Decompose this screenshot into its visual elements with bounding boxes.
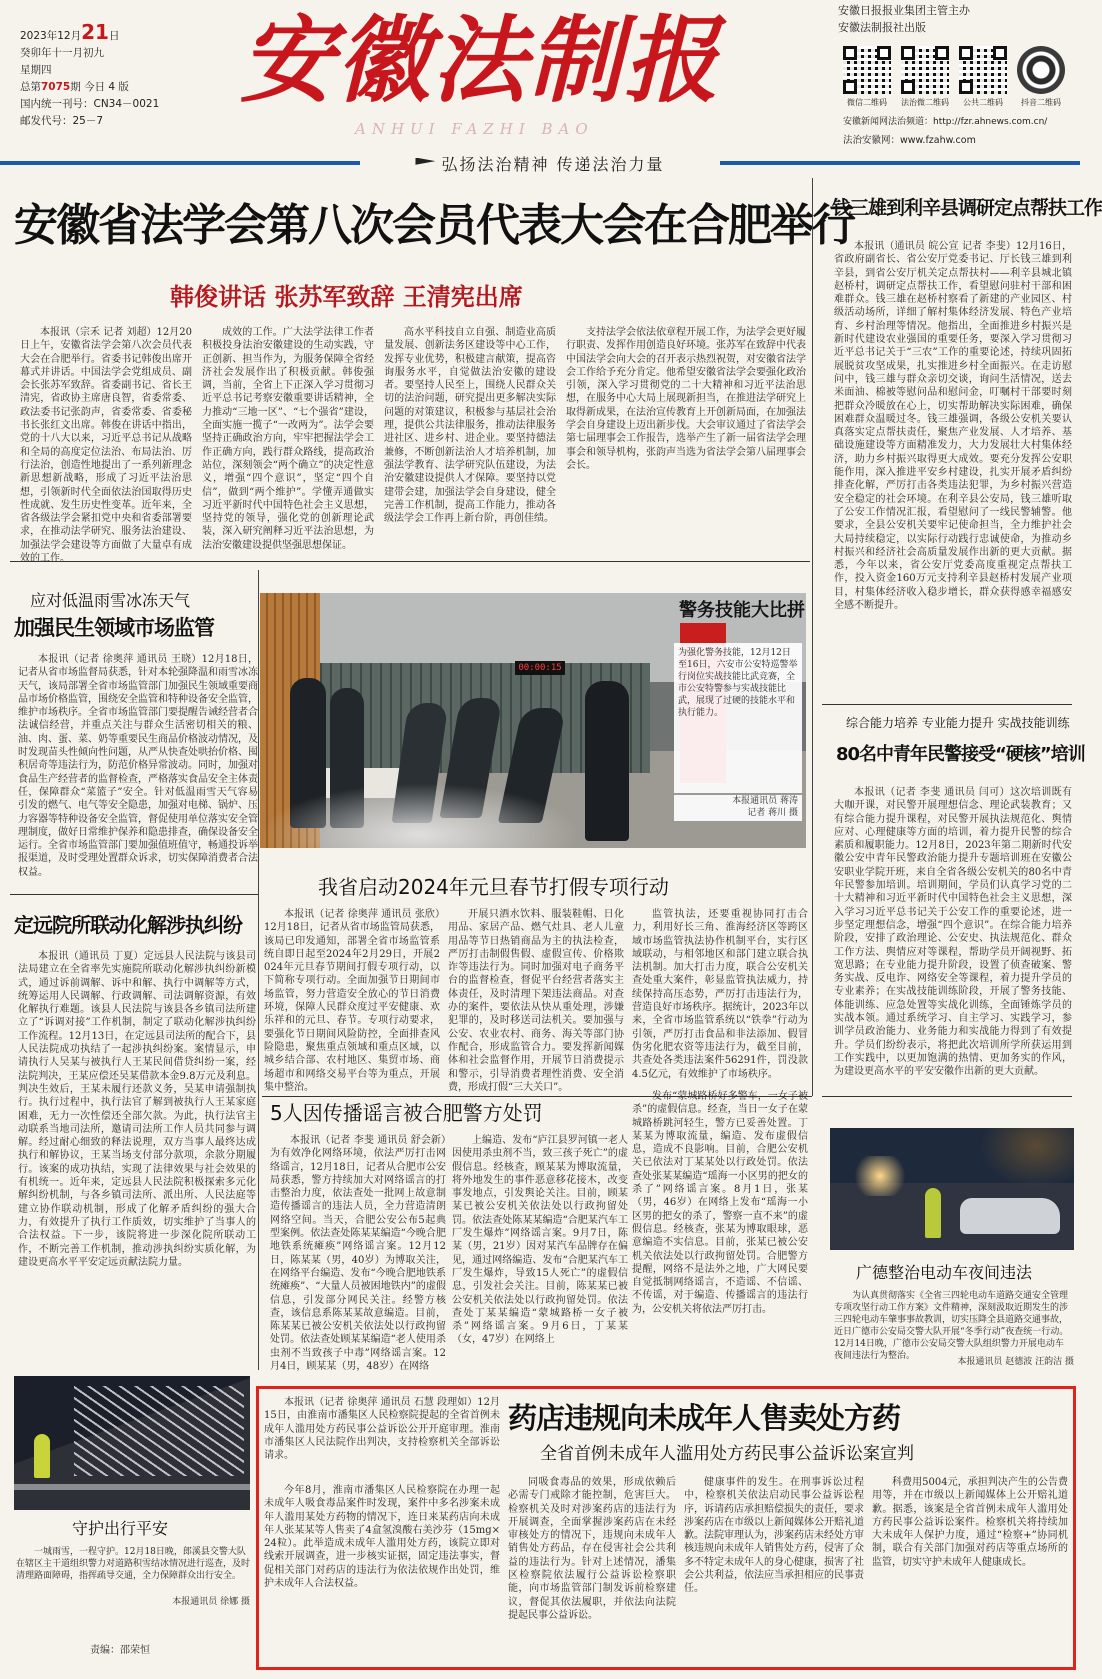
lead-column-1: 本报讯（宗禾 记者 刘超）12月20日上午，安徽省法学会第八次会员代表大会在合肥举行。省委书记韩俊出席开幕式并讲话。中国法学会党组成员、副会长张苏军致辞。省委副书记、省长王清宪，省政协主席唐良智，省委常委、政法委书记张韵声，省委常委、省委秘书长张红文出席。韩俊在讲话中指出，党的十八大以来，习近平总书记从战略和全局的高度定位法治、布局法治、厉行法治，创造性地提出了一系列新理念新思想新战略，形成了习近平法治思想，引领新时代全面依法治国取得历史性成就、发生历史性变革。近年来，全省各级法学会紧扣党中央和省委部署要求，在推动法学研究、服务法治建设、加强法学会建设等方面做了大量卓有成效的工作。 bbox=[20, 327, 192, 565]
pharmacy-column-2: 同吸食毒品的效果，形成依赖后必需专门戒除才能控制，危害巨大。检察机关及时对涉案药店的违法行为开展调查，全面掌握涉案药店在未经审核处方的情况下，违规向未成年人销售处方药品，存在侵害社会公共利益的违法行为。针对上述情况，潘集区检察院依法履行公益诉讼检察职能，向市场监管部门制发诉前检察建议，督促其依法履职，并依法向法院提起民事公益诉讼。 bbox=[508, 1477, 676, 1621]
qr-label-wechat: 微信二维码 bbox=[847, 98, 887, 107]
public-qr-icon[interactable] bbox=[959, 46, 1007, 94]
photo-main-title: 警务技能大比拼 bbox=[679, 600, 805, 621]
market-kicker: 应对低温雨雪冰冻天气 bbox=[30, 591, 191, 610]
sponsor-line-1: 安徽日报报业集团主管主办 bbox=[838, 4, 970, 17]
lunar-date: 癸卯年十一月初九 bbox=[20, 47, 104, 59]
photo-right-credit: 本报通讯员 赵德波 汪韵洁 摄 bbox=[957, 1357, 1074, 1367]
market-body: 本报讯（记者 徐奥萍 通讯员 王晓）12月18日，记者从省市场监督局获悉，针对本轮强降温和雨雪冰冻天气，该局部署全省市场监管部门加强民生领域重要商品市场价格监管，围绕安全监管和特种设备安全监管，维护市场秩序。全省市场监管部门要提醒告诫经营者合法诚信经营，并重点关注与群众生活密切相关的粮、油、肉、蛋、菜、奶等重要民生商品价格波动情况，及时发现苗头性倾向性问题，从严从快查处哄抬价格、囤积居奇等违法行为，防范价格异常波动。同时，加强对食品生产经营者的监督检查，严格落实食品安全主体责任，保障群众“菜篮子”安全。针对低温雨雪天气容易引发的燃气、电气等安全隐患，加强对电梯、锅炉、压力容器等特种设备安全监管，督促使用单位落实安全管理制度，做好日常维护保养和隐患排查，确保设备安全运行。全省市场监管部门要加强值班值守，畅通投诉举报渠道，及时受理处置群众诉求，切实保障消费者合法权益。 bbox=[18, 654, 258, 878]
rumor-column-3: 发布“蒙城路桥好多警车，一女子被杀”的虚假信息。经查，当日一女子在蒙城路桥跳河轻生，警方已妥善处置。丁某某为博取流量，编造、发布虚假信息，造成不良影响。目前，合肥公安机关已依法对丁某某处以行政处罚。依法查处张某某编造“瑶海一小区男的把女的杀了”网络谣言案。8月1日，张某（男，46岁）在网络上发布“瑶海一小区男的把女的杀了，警察一直不来”的虚假信息。经核查，张某为博取眼球，恶意编造不实信息。目前，张某已被公安机关依法处以行政拘留处罚。合肥警方提醒，网络不是法外之地，广大网民要自觉抵制网络谣言，不造谣、不信谣、不传谣，对于编造、传播谣言的违法行为，公安机关将依法严厉打击。 bbox=[632, 1091, 808, 1315]
weekday: 星期四 bbox=[20, 64, 52, 76]
smoke bbox=[260, 783, 580, 848]
photo-main-caption: 为强化警务技能，12月12日至16日，六安市公安特巡警举行岗位实战技能比武竞赛，全市公安特警参与实战技能比武，展现了过硬的技能水平和执行能力。 bbox=[674, 643, 802, 793]
site-link-2[interactable]: 法治安徽网：www.fzahw.com bbox=[843, 135, 976, 146]
wechat-qr-icon[interactable] bbox=[843, 46, 891, 94]
timer-display: 00:00:15 bbox=[515, 661, 565, 675]
court-headline[interactable]: 定远院所联动化解涉执纠纷 bbox=[14, 913, 242, 937]
photo-main-credit: 本报通讯员 蒋涛 记者 蒋川 摄 bbox=[674, 795, 802, 821]
rumor-column-1: 本报讯（记者 李斐 通讯员 舒会新）为有效净化网络环境，依法严厉打击网络谣言，12月18日，记者从合肥市公安局获悉，警方持续加大对网络谣言的打击整治力度，依法查处一批网上故意制造传播谣言的违法人员，全力营造清朗网络空间。当天，合肥公安公布5起典型案例。依法查处陈某某编造“今晚合肥地铁系统瘫痪”网络谣言案。12月12日，陈某某（男，40岁）为博取关注，在网络平台编造、发布“今晚合肥地铁系统瘫痪”、“大量人员被困地铁内”的虚假信息，引发部分网民关注。经警方核查，该信息系陈某某故意编造。目前，陈某某已被公安机关依法处以行政拘留处罚。依法查处顾某某编造“老人使用杀虫剂不当致孩子中毒”网络谣言案。12月4日，顾某某（男，48岁）在网络 bbox=[270, 1135, 446, 1373]
qr-label-weibo: 法治微二维码 bbox=[901, 98, 949, 107]
sponsor-line-2: 安徽法制报社出版 bbox=[838, 21, 926, 34]
weibo-qr-icon[interactable] bbox=[901, 46, 949, 94]
tree bbox=[980, 1128, 1074, 1188]
right-top-headline[interactable]: 钱三雄到利辛县调研定点帮扶工作 bbox=[832, 197, 1102, 219]
training-kicker: 综合能力培养 专业能力提升 实战技能训练 bbox=[846, 716, 1070, 730]
pharmacy-headline[interactable]: 药店违规向未成年人售卖处方药 bbox=[508, 1401, 901, 1435]
antifake-headline[interactable]: 我省启动2024年元旦春节打假专项行动 bbox=[318, 875, 669, 899]
newspaper-title: 安徽法制报 bbox=[240, 6, 721, 116]
issue-number: 总第7075期 今日 4 版 bbox=[20, 81, 129, 93]
lead-column-2: 成效的工作。广大法学法律工作者积极投身法治安徽建设的生动实践，守正创新、担当作为，为服务保障全省经济社会发展作出了积极贡献。韩俊强调，当前，全省上下正深入学习贯彻习近平总书记考察安徽重要讲话精神，全力推动“三地一区”、“七个强省”建设，全面实施一揽子“一改两为”。法学会要坚持正确政治方向，牢牢把握法学会工作正确方向，践行群众路线，提高政治站位，深刻领会“两个确立”的决定性意义，增强“四个意识”，坚定“四个自信”，做到“两个维护”。学懂弄通做实习近平新时代中国特色社会主义思想，坚持党的领导，强化党的创新理论武装，深入研究阐释习近平法治思想，为法治安徽建设提供坚强思想保证。 bbox=[202, 327, 374, 551]
photo-left-credit: 本报通讯员 徐娜 摄 bbox=[172, 1597, 250, 1607]
rumor-column-2: 上编造、发布“庐江县罗河镇一老人因使用杀虫剂不当，致三孩子死亡”的虚假信息。经核查，顾某某为博取流量，将外地发生的事件恶意移花接木，改变事发地点，引发舆论关注。目前，顾某某已被公安机关依法处以行政拘留处罚。依法查处陈某某编造“合肥某汽车工厂发生爆炸”网络谣言案。9月7日，陈某（男，21岁）因对某汽车品牌存在偏见，通过网络编造、发布“合肥某汽车工厂发生爆炸，导致15人死亡”的虚假信息，引发社会关注。目前，陈某某已被公安机关依法处以行政拘留处罚。依法查处丁某某编造“蒙城路桥一女子被杀”网络谣言案。9月6日，丁某某（女，47岁）在网络上 bbox=[452, 1135, 628, 1346]
divider bbox=[10, 561, 810, 562]
antifake-column-1: 本报讯（记者 徐奥萍 通讯员 张欣）12月18日，记者从省市场监管局获悉，该局已印发通知，部署全省市场监管系统自即日起至2024年2月29日，开展2024年元旦春节期间打假专项行动，以下简称专项行动。全面加强节日期间市场监管，努力营造安全放心的节日消费环境，保障人民群众度过平安健康、欢乐祥和的元旦、春节。专项行动要求，要强化节日期间风险防控，全面排查风险隐患，聚焦重点领域和重点区域，以城乡结合部、农村地区、集贸市场、商场超市和网络交易平台等为重点，开展集中整治。 bbox=[264, 909, 440, 1093]
lead-headline[interactable]: 安徽省法学会第八次会员代表大会在合肥举行 bbox=[14, 200, 854, 251]
editor-credit: 责编：邵荣恒 bbox=[90, 1645, 150, 1656]
douyin-qr-icon[interactable] bbox=[1017, 46, 1065, 94]
divider bbox=[822, 1096, 1072, 1097]
photo-left-caption: 一城雨雪，一程守护。12月18日晚，郎溪县交警大队在辖区主干道组织警力对道路积雪结冰情况进行巡查，及时清理路面障碍，指挥疏导交通，全力保障群众出行安全。 bbox=[16, 1547, 251, 1581]
pharmacy-column-3: 健康事件的发生。在刑事诉讼过程中，检察机关依法启动民事公益诉讼程序，诉请药店承担赔偿损失的责任，要求涉案药店在市级以上新闻媒体公开赔礼道歉。法院审理认为，涉案药店未经处方审核违规向未成年人销售处方药，侵害了众多不特定未成年人的身心健康，损害了社会公共利益，依法应当承担相应的民事责任。 bbox=[684, 1477, 864, 1595]
officer-figure bbox=[34, 1434, 50, 1478]
photo-night-traffic bbox=[830, 1128, 1074, 1250]
pharmacy-lead: 本报讯（记者 徐奥萍 通讯员 石慧 段理如）12月15日，由淮南市潘集区人民检察院提起的全省首例未成年人滥用处方药民事公益诉讼公开开庭审理。淮南市潘集区人民法院作出判决，支持检察机关全部诉讼请求。 bbox=[264, 1397, 500, 1462]
snow-branches bbox=[74, 1386, 244, 1476]
qr-label-douyin: 抖音二维码 bbox=[1021, 98, 1061, 107]
training-body: 本报讯（记者 李斐 通讯员 闫可）这次培训既有大咖开课，对民警开展理想信念、理论武装教育；又有综合能力提升课程，对民警开展执法规范化、舆情应对、心理健康等方面的培训，着力提升民警的综合素质和履职能力。12月8日，2023年第二期新时代安徽公安中青年民警政治能力提升专题培训班在安徽公安职业学院开班，来自全省各级公安机关的80名中青年民警参加培训。培训期间，学员们认真学习党的二十大精神和习近平新时代中国特色社会主义思想，深入学习习近平总书记关于公安工作的重要论述，进一步坚定理想信念，增强“四个意识”。在综合能力培养阶段，安排了政治理论、公安史、执法规范化、群众工作方法、舆情应对等课程，帮助学员开阔视野、拓宽思路；在专业能力提升阶段，设置了侦查破案、警务实战、反电诈、网络安全等课程，着力提升学员的专业素养；在实战技能训练阶段，开展了警务技能、体能训练、应急处置等实战化训练，全面锤炼学员的实战本领。通过系统学习、自主学习、实践学习，参训学员政治能力、业务能力和实战能力得到了有效提升。学员们纷纷表示，将把此次培训所学所获运用到工作实践中，以更加饱满的热情、更加务实的作风，为建设更高水平的平安安徽作出新的更大贡献。 bbox=[834, 787, 1072, 1078]
rumor-headline[interactable]: 5人因传播谣言被合肥警方处罚 bbox=[270, 1101, 543, 1125]
flag-icon bbox=[415, 158, 435, 170]
photo-police-competition bbox=[260, 593, 806, 848]
antifake-column-2: 开展只酒水饮料、服装鞋帽、日化用品、家居产品、燃气灶具、老人儿童用品等节日热销商品为主的执法检查，严厉打击制假售假、虚假宣传、价格欺诈等违法行为。同时加强对电子商务平台的监督检查，督促平台经营者落实主体责任，及时清理下架违法商品。对查办的案件，要依法从快从重处理，涉嫌犯罪的，及时移送司法机关。要加强与公安、农业农村、商务、海关等部门协作配合，形成监管合力。要发挥新闻媒体和社会监督作用，开展节日消费提示和警示，引导消费者理性消费、安全消费，形成打假“三大关口”。 bbox=[448, 909, 624, 1093]
qr-label-public: 公共二维码 bbox=[963, 98, 1003, 107]
street-light bbox=[850, 1156, 910, 1196]
pharmacy-column-4: 科费用5004元，承担判决产生的公告费用等，并在市级以上新闻媒体上公开赔礼道歉。据悉，该案是全省首例未成年人滥用处方药民事公益诉讼案件。检察机关将持续加大未成年人保护力度，通过“检察+”协同机制，联合有关部门加强对药店等重点场所的监管，切实守护未成年人健康成长。 bbox=[872, 1477, 1068, 1568]
masthead-right bbox=[838, 2, 1078, 36]
cn-code: 国内统一刊号：CN34－0021 bbox=[20, 98, 160, 110]
issue-day: 21 bbox=[81, 20, 109, 44]
divider bbox=[10, 894, 258, 895]
right-top-body: 本报讯（通讯员 皖公宣 记者 李斐）12月16日，省政府副省长、省公安厅党委书记、厅长钱三雄到利辛县，到省公安厅机关定点帮扶村——利辛县城北镇赵桥村，调研定点帮扶工作，看望慰问驻村干部和困难群众。钱三雄在赵桥村察看了新建的产业园区、村级活动场所，详细了解村集体经济发展、特色产业培育、乡村治理等情况。他指出，全面推进乡村振兴是新时代建设农业强国的重要任务，要深入学习贯彻习近平总书记关于“三农”工作的重要论述，持续巩固拓展脱贫攻坚成果，扎实推进乡村全面振兴。在走访慰问中，钱三雄与群众亲切交谈，询问生活情况，送去米面油、棉被等慰问品和慰问金，叮嘱村干部要时刻把群众冷暖放在心上，切实帮助解决实际困难，确保困难群众温暖过冬。钱三雄强调，各级公安机关要认真落实定点帮扶责任，聚焦产业发展、人才培养、基础设施建设等方面精准发力，大力发展壮大村集体经济，助力乡村振兴取得更大成效。要充分发挥公安职能作用，深入推进平安乡村建设，扎实开展矛盾纠纷排查化解，严厉打击各类违法犯罪，为乡村振兴营造安全稳定的社会环境。在利辛县公安局，钱三雄听取了公安工作情况汇报，看望慰问了一线民警辅警。他要求，全县公安机关要牢记使命担当，全力维护社会大局持续稳定，以实际行动践行忠诚使命，为推动乡村振兴和经济社会高质量发展作出新的更大贡献。据悉，今年以来，省公安厅党委高度重视定点帮扶工作，投入资金160万元支持利辛县赵桥村发展产业项目，村集体经济收入稳步增长，群众获得感幸福感安全感不断提升。 bbox=[834, 241, 1072, 612]
photo-snow-patrol bbox=[14, 1376, 250, 1510]
car bbox=[960, 1198, 1060, 1234]
issue-date: 2023年12月21日 bbox=[20, 20, 120, 44]
divider bbox=[822, 704, 1072, 705]
antifake-column-3: 监管执法，还要重视协同打击合力，利用好长三角、淮海经济区等跨区域市场监管执法协作机制平台，实行区域联动，与相邻地区和部门建立联合执法机制。加大打击力度，联合公安机关查处重大案件，彰显监管执法威力，持续保持高压态势，严厉打击违法行为，营造良好市场秩序。据统计，2023年以来，全省市场监管系统以“铁拳”行动为引领，严厉打击食品和非法添加、假冒伪劣化肥农资等违法行为，截至目前，共查处各类违法案件56291件，罚没款4.5亿元，有效维护了市场秩序。 bbox=[632, 909, 808, 1080]
photo-left-title: 守护出行平安 bbox=[72, 1519, 169, 1538]
pharmacy-column-1: 今年8月，淮南市潘集区人民检察院在办理一起未成年人吸食毒品案件时发现，案件中多名涉案未成年人滥用某处方药物的情况下，连日来某药店向未成年人张某某等人售卖了4盒氢溴酸右美沙芬（15mg×24粒）。此举造成未成年人滥用处方药，该院立即对线索开展调查，进一步核实证据，固定违法事实，督促相关部门对药店的违法行为依法依规作出处罚，维护未成年人合法权益。 bbox=[264, 1485, 500, 1590]
photo-right-caption: 为认真贯彻落实《全省三四轮电动车道路交通安全管理专项攻坚行动工作方案》文件精神，深刻汲取近期发生的涉三四轮电动车肇事事故教训，切实压降全县道路交通事故，近日广德市公安局交警大队开展“冬季行动”夜查统一行动。12月14日晚，广德市公安局交警大队组织警力开展电动车夜间违法行为整治。 bbox=[834, 1291, 1069, 1361]
slogan-bar bbox=[360, 152, 720, 174]
newspaper-pinyin: ANHUI FAZHI BAO bbox=[355, 120, 594, 138]
pharmacy-subhead: 全省首例未成年人滥用处方药民事公益诉讼案宣判 bbox=[540, 1444, 914, 1464]
lead-column-3: 高水平科技自立自强、制造业高质量发展、创新法务区建设等中心工作，发挥专业优势，积极建言献策，提高咨询服务水平，自觉做法治安徽的建设者。要坚持人民至上，围绕人民群众关切的法治问题，研究提出更多解决实际问题的对策建议，积极参与基层社会治理，提供公共法律服务，推动法律服务进社区、进乡村、进企业。要坚持德法兼修，不断创新法治人才培养机制，加强法学教育、法学研究队伍建设，为法治安徽建设提供人才保障。要坚持以党建带会建，加强法学会自身建设，健全完善工作机制，提高工作能力，推动各级法学会工作再上新台阶，再创佳绩。 bbox=[384, 327, 556, 525]
training-headline[interactable]: 80名中青年民警接受“硬核”培训 bbox=[836, 744, 1085, 765]
divider bbox=[258, 570, 259, 1370]
officer-figure bbox=[585, 681, 629, 841]
road-rail bbox=[14, 1484, 250, 1490]
site-link-1[interactable]: 安徽新闻网法治频道：http://fzr.ahnews.com.cn/ bbox=[843, 117, 1048, 127]
divider bbox=[812, 178, 813, 1096]
lead-subhead: 韩俊讲话 张苏军致辞 王清宪出席 bbox=[170, 283, 523, 311]
officer-figure bbox=[925, 1188, 941, 1238]
post-code: 邮发代号：25－7 bbox=[20, 115, 104, 127]
court-body: 本报讯（通讯员 丁夏）定远县人民法院与该县司法局建立在全省率先实施院所联动化解涉执纠纷新模式，通过诉前调解、诉中和解、执行中调解等方式，统筹运用人民调解、行政调解、司法调解资源，有效化解执行难题。该县人民法院与该县各乡镇司法所建立了“诉调对接”工作机制，制定了联动化解涉执纠纷工作流程。12月13日，在定远县司法所的配合下，县人民法院成功执结了一起涉执纠纷案。案情显示，申请执行人吴某与被执行人王某民间借贷纠纷一案，经法院判决，王某应偿还吴某借款本金9.8万元及利息。判决生效后，王某未履行还款义务，吴某申请强制执行。执行过程中，执行法官了解到被执行人王某家庭困难，无力一次性偿还全部欠款。为此，执行法官主动联系当地司法所，邀请司法所工作人员共同参与调解。经过耐心细致的释法说理，双方当事人最终达成执行和解协议，王某当场支付部分款项，余款分期履行。该案的成功执结，实现了法律效果与社会效果的有机统一。近年来，定远县人民法院积极探索多元化解纠纷机制，与各乡镇司法所、派出所、人民法庭等建立协作联动机制，形成了化解矛盾纠纷的强大合力，有效提升了执行工作质效，切实维护了当事人的合法权益。下一步，该院将进一步深化院所联动工作，不断完善工作机制，推动涉执纠纷实质化解，为建设更高水平平安定远贡献法院力量。 bbox=[18, 951, 256, 1268]
photo-right-title: 广德整治电动车夜间违法 bbox=[856, 1263, 1033, 1282]
slogan: 弘扬法治精神 传递法治力量 bbox=[441, 155, 665, 174]
masthead-left bbox=[20, 20, 220, 130]
lead-column-4: 支持法学会依法依章程开展工作，为法学会更好履行职责、发挥作用创造良好环境。张苏军在致辞中代表中国法学会向大会的召开表示热烈祝贺，对安徽省法学会工作给予充分肯定。他希望安徽省法学会要强化政治引领，深入学习贯彻党的二十大精神和习近平法治思想，在服务中心大局上展现新担当，在推进法学研究上取得新成果，在法治宣传教育上开创新局面，在加强法学会自身建设上迈出新步伐。大会审议通过了省法学会第七届理事会工作报告，选举产生了新一届省法学会理事会和领导机构，张韵声当选为省法学会第八届理事会会长。 bbox=[566, 327, 806, 471]
market-headline[interactable]: 加强民生领域市场监管 bbox=[14, 616, 214, 640]
